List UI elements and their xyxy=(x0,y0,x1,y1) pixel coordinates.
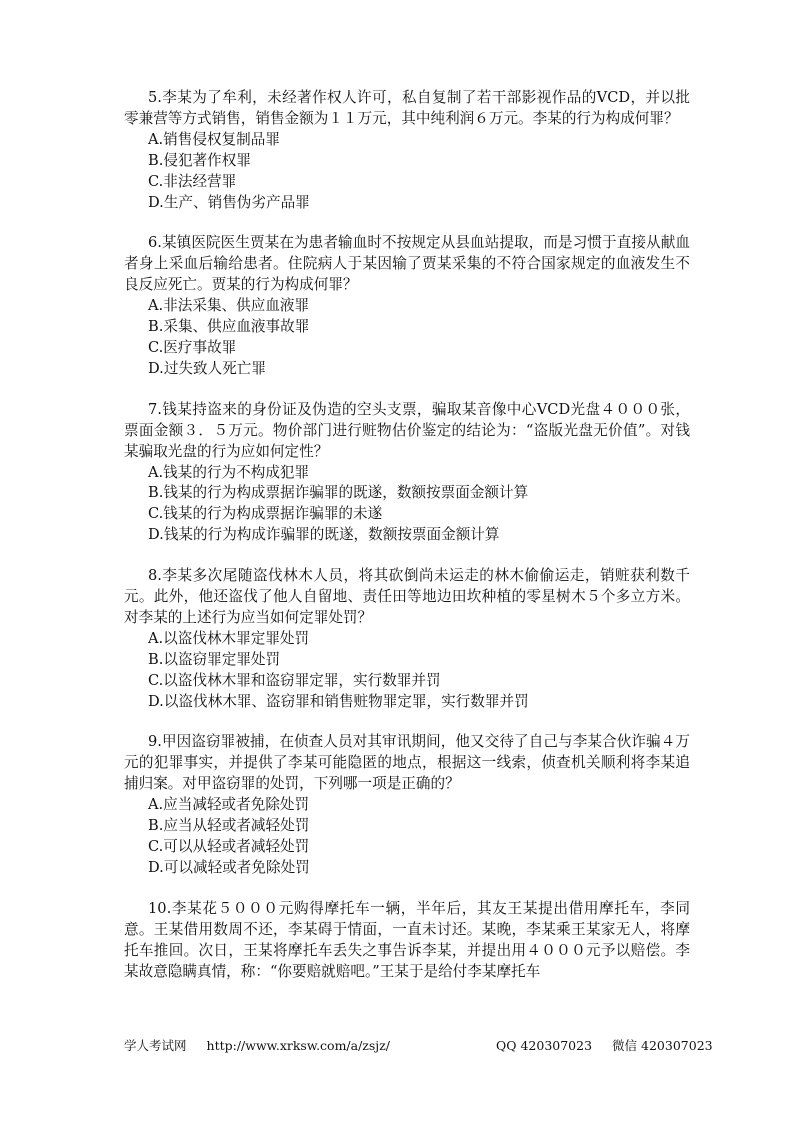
option-a: A.应当减轻或者免除处罚 xyxy=(148,796,310,814)
question-6 xyxy=(124,233,690,379)
question-9 xyxy=(124,732,690,878)
option-a: A.非法采集、供应血液罪 xyxy=(148,297,310,315)
footer-left xyxy=(124,1038,390,1054)
footer-wechat: 微信 420307023 xyxy=(612,1038,713,1053)
option-c: C.可以从轻或者减轻处罚 xyxy=(148,838,310,855)
question-7 xyxy=(124,400,690,546)
option-b: B.侵犯著作权罪 xyxy=(148,151,251,169)
question-list xyxy=(124,88,690,1002)
question-stem: 5.李某为了牟利，未经著作权人许可，私自复制了若干部影视作品的VCD，并以批零兼营等方式销售，销售金额为１１万元，其中纯利润６万元。李某的行为构成何罪？ xyxy=(124,89,690,127)
option-b: B.应当从轻或者减轻处罚 xyxy=(148,817,310,835)
option-c: C.非法经营罪 xyxy=(148,172,237,190)
option-list xyxy=(124,629,690,713)
footer-qq: QQ 420307023 xyxy=(496,1038,593,1053)
option-list xyxy=(124,795,690,879)
option-d: D.可以减轻或者免除处罚 xyxy=(148,858,310,876)
option-d: D.以盗伐林木罪、盗窃罪和销售赃物罪定罪，实行数罪并罚 xyxy=(148,692,529,710)
footer-site-name: 学人考试网 xyxy=(124,1038,187,1053)
option-b: B.采集、供应血液事故罪 xyxy=(148,318,310,336)
option-list xyxy=(124,463,690,547)
option-a: A.以盗伐林木罪定罪处罚 xyxy=(148,629,310,647)
option-b: B.钱某的行为构成票据诈骗罪的既遂，数额按票面金额计算 xyxy=(148,484,529,502)
option-c: C.以盗伐林木罪和盗窃罪定罪，实行数罪并罚 xyxy=(148,671,441,689)
option-list xyxy=(124,296,690,380)
question-stem: 10.李某花５０００元购得摩托车一辆，半年后，其友王某提出借用摩托车，李同意。王某借用数周不还，李某碍于情面，一直未讨还。某晚，李某乘王某家无人，将摩托车推回。次日，王某将摩托车丢失之事告诉李某，并提出用４０００元予以赔偿。李某故意隐瞒真情，称：“你要赔就赔吧。”王某于是给付李某摩托车 xyxy=(124,899,690,980)
option-a: A.销售侵权复制品罪 xyxy=(148,130,280,148)
option-d: D.过失致人死亡罪 xyxy=(148,359,266,377)
question-5 xyxy=(124,88,690,213)
option-list xyxy=(124,130,690,214)
option-c: C.钱某的行为构成票据诈骗罪的未遂 xyxy=(148,505,383,523)
option-d: D.生产、销售伪劣产品罪 xyxy=(148,193,310,211)
footer-url-link[interactable]: http://www.xrksw.com/a/zsjz/ xyxy=(206,1038,390,1053)
option-b: B.以盗窃罪定罪处罚 xyxy=(148,650,281,668)
footer-right xyxy=(496,1038,713,1054)
question-stem: 9.甲因盗窃罪被捕，在侦查人员对其审讯期间，他又交待了自己与李某合伙诈骗４万元的犯罪事实，并提供了李某可能隐匿的地点，根据这一线索，侦查机关顺利将李某追捕归案。对甲盗窃罪的处罚，下列哪一项是正确的？ xyxy=(124,733,690,793)
question-stem: 7.钱某持盗来的身份证及伪造的空头支票，骗取某音像中心VCD光盘４０００张，票面金额３．５万元。物价部门进行赃物估价鉴定的结论为：“盗版光盘无价值”。对钱某骗取光盘的行为应如何定性？ xyxy=(124,400,690,460)
option-a: A.钱某的行为不构成犯罪 xyxy=(148,463,310,481)
question-stem: 6.某镇医院医生贾某在为患者输血时不按规定从县血站提取，而是习惯于直接从献血者身上采血后输给患者。住院病人于某因输了贾某采集的不符合国家规定的血液发生不良反应死亡。贾某的行为构成何罪？ xyxy=(124,234,690,294)
option-c: C.医疗事故罪 xyxy=(148,338,237,356)
question-stem: 8.李某多次尾随盗伐林木人员，将其砍倒尚未运走的林木偷偷运走，销赃获利数千元。此外，他还盗伐了他人自留地、责任田等地边田坎种植的零星树木５个多立方米。对李某的上述行为应当如何定罪处罚？ xyxy=(124,567,690,626)
question-8 xyxy=(124,566,690,712)
question-10 xyxy=(124,899,690,983)
option-d: D.钱某的行为构成诈骗罪的既遂，数额按票面金额计算 xyxy=(148,526,500,544)
